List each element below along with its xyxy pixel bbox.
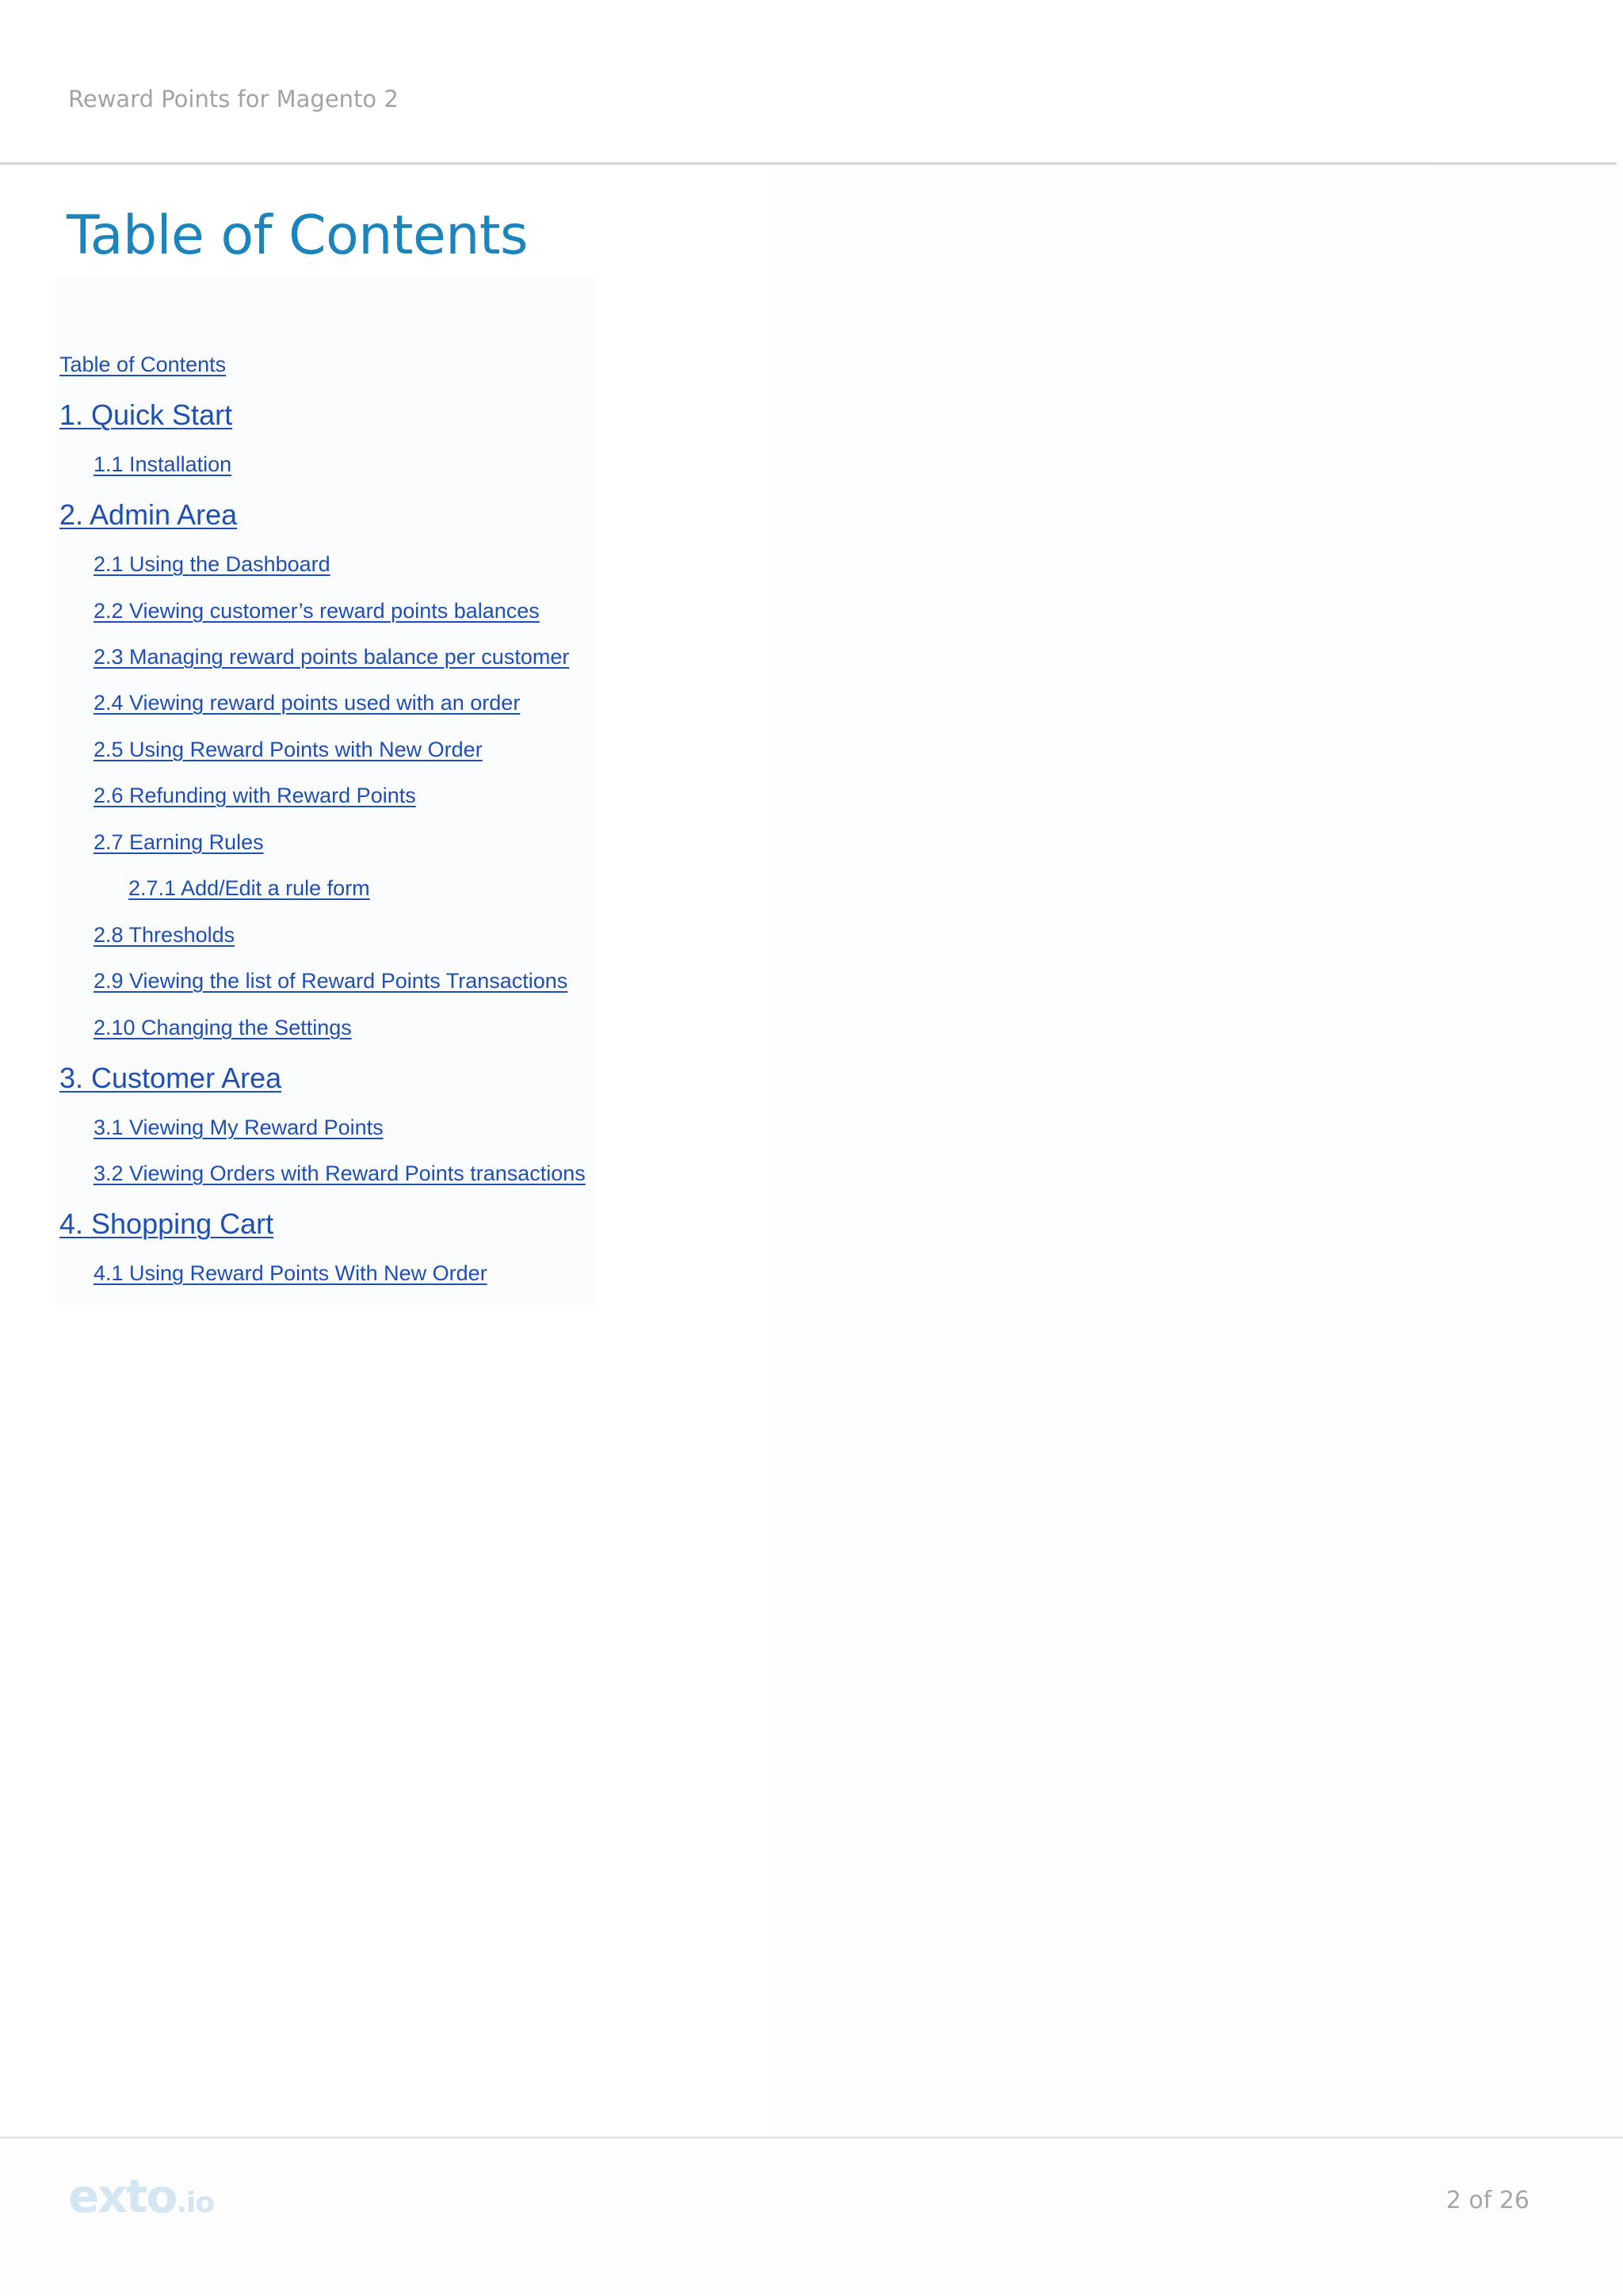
toc-link-changing-settings[interactable]: 2.10 Changing the Settings [94,1016,352,1039]
toc-link-managing-balance[interactable]: 2.3 Managing reward points balance per customer [94,645,570,669]
toc-link-thresholds[interactable]: 2.8 Thresholds [94,923,235,947]
footer-background [0,2138,1623,2296]
logo-suffix-text: .io [176,2187,215,2219]
page-number: 2 of 26 [1445,2187,1529,2214]
toc-link-earning-rules[interactable]: 2.7 Earning Rules [94,830,264,854]
toc-link-table-of-contents[interactable]: Table of Contents [59,353,227,376]
toc-link-refunding[interactable]: 2.6 Refunding with Reward Points [94,784,416,807]
page-background [586,165,1623,2130]
toc-link-quick-start[interactable]: 1. Quick Start [59,399,233,431]
toc-link-using-new-order[interactable]: 2.5 Using Reward Points with New Order [94,738,483,761]
page-heading: Table of Contents [67,204,528,267]
toc-link-installation[interactable]: 1.1 Installation [94,452,232,476]
toc-link-points-used-order[interactable]: 2.4 Viewing reward points used with an order [94,691,521,715]
toc-link-orders-transactions[interactable]: 3.2 Viewing Orders with Reward Points transactions [94,1161,586,1185]
toc-link-transactions-list[interactable]: 2.9 Viewing the list of Reward Points Transactions [94,969,568,993]
toc-link-viewing-balances[interactable]: 2.2 Viewing customer’s reward points balances [94,599,540,623]
exto-logo [68,2169,214,2225]
toc-link-admin-area[interactable]: 2. Admin Area [59,498,238,531]
toc-link-my-reward-points[interactable]: 3.1 Viewing My Reward Points [94,1116,384,1139]
toc-link-new-order[interactable]: 4.1 Using Reward Points With New Order [94,1261,487,1285]
toc-link-rule-form[interactable]: 2.7.1 Add/Edit a rule form [128,876,370,900]
table-of-contents [0,0,713,1347]
toc-link-customer-area[interactable]: 3. Customer Area [59,1062,282,1094]
toc-link-using-dashboard[interactable]: 2.1 Using the Dashboard [94,552,330,576]
document-title: Reward Points for Magento 2 [68,86,399,113]
toc-link-shopping-cart[interactable]: 4. Shopping Cart [59,1207,274,1240]
logo-main-text: exto [68,2169,177,2223]
